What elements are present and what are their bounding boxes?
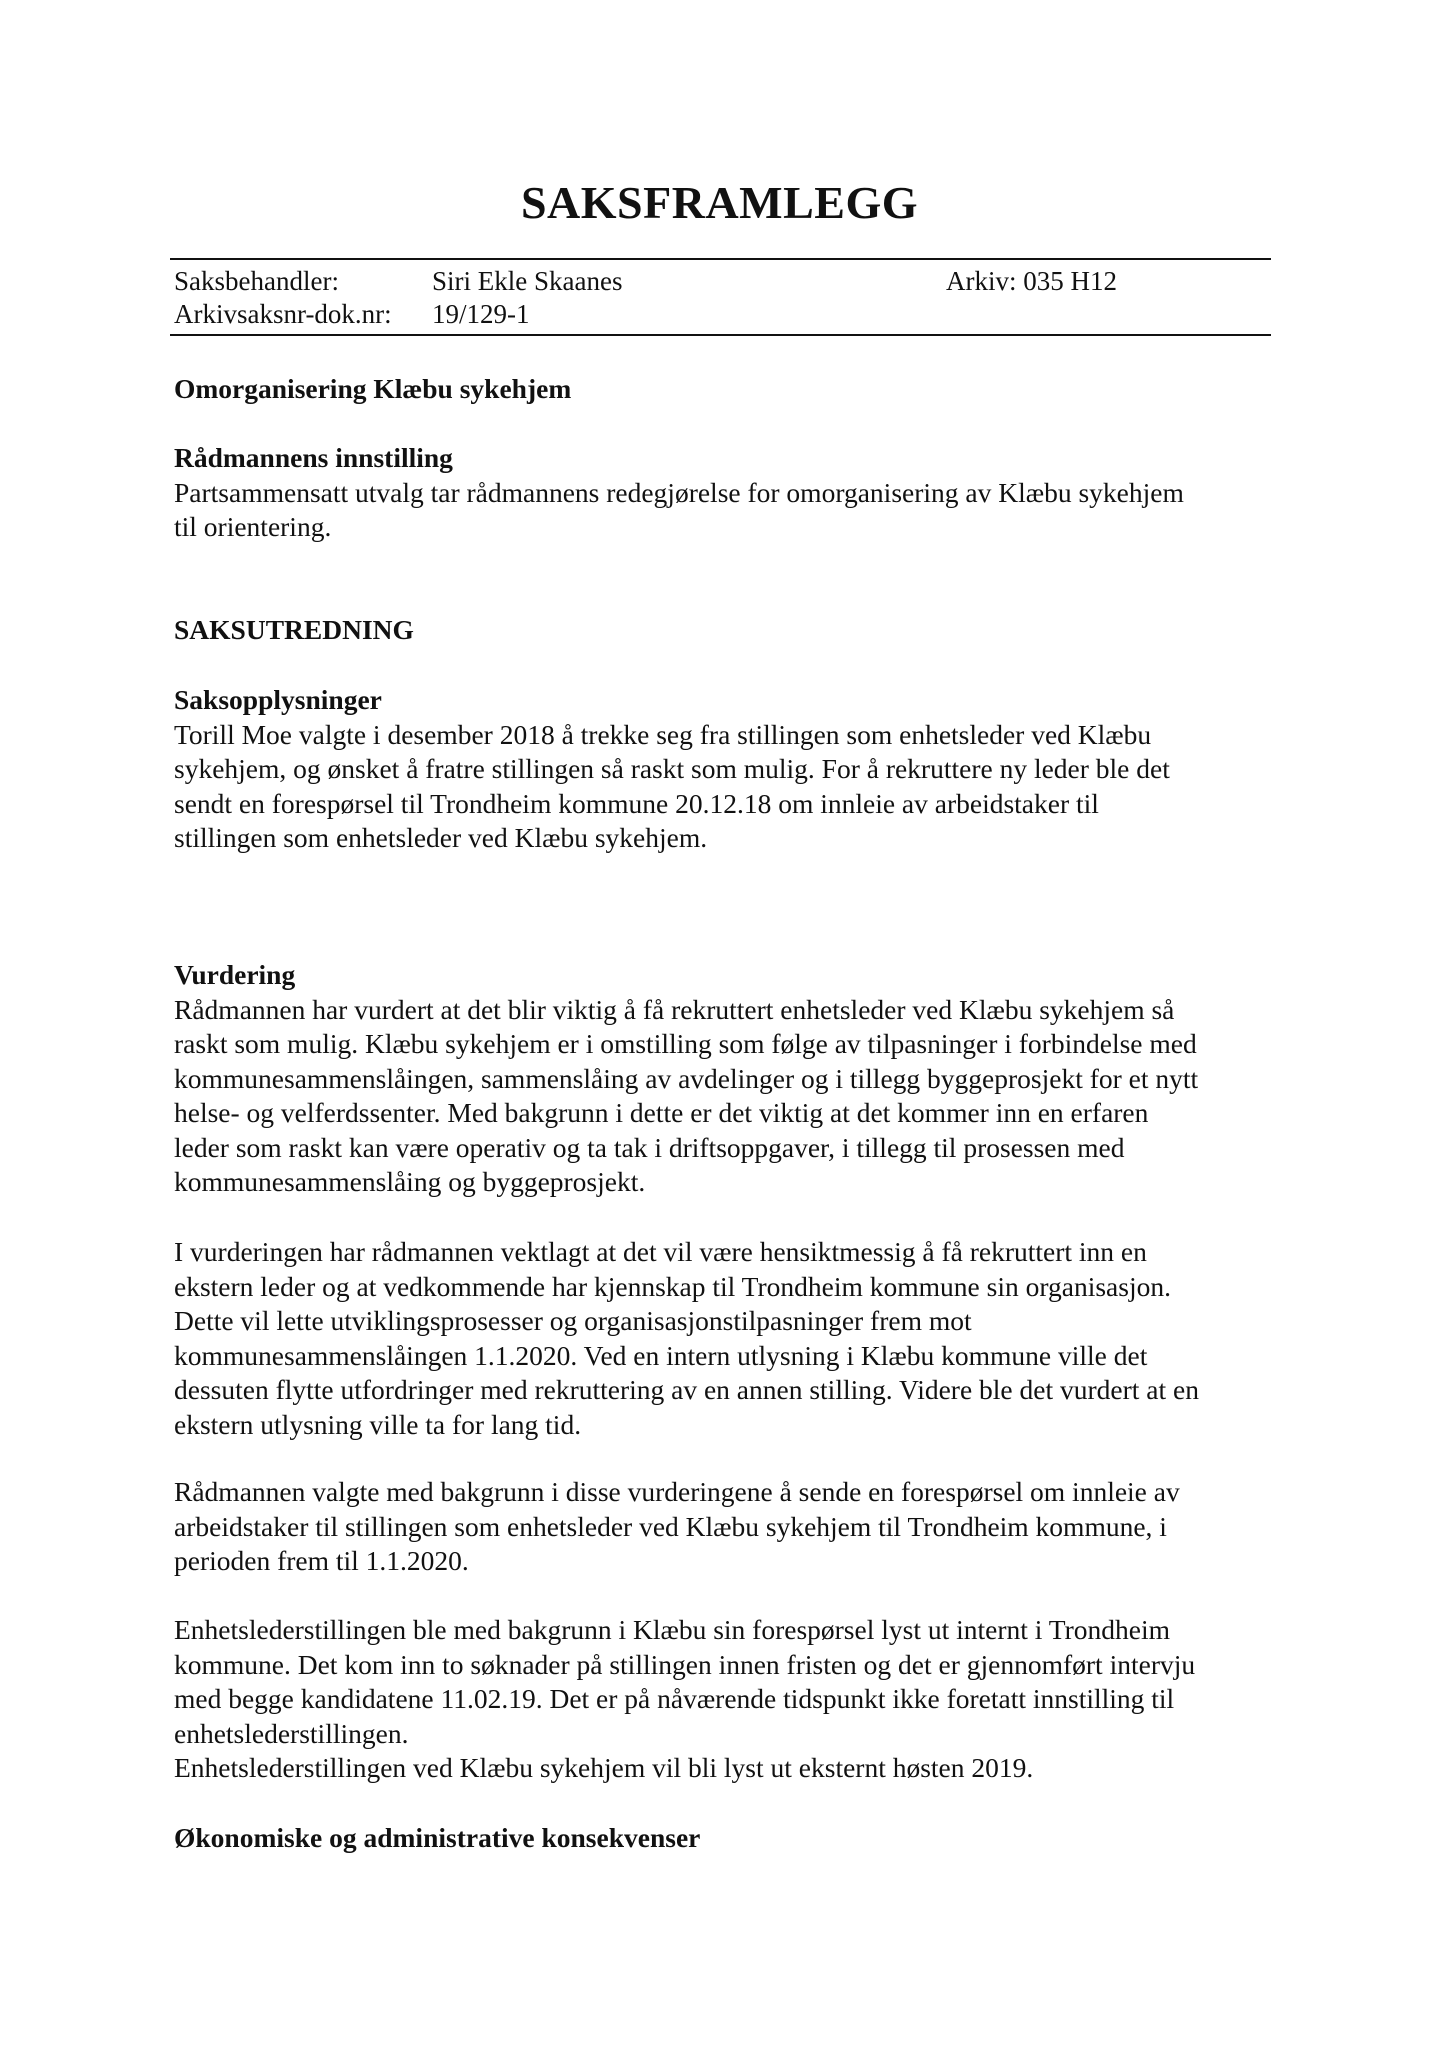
text-line: I vurderingen har rådmannen vektlagt at det vil være hensiktmessig å få rekruttert inn en xyxy=(174,1236,1147,1267)
innstilling-section xyxy=(174,441,1274,545)
saksbehandler-label: Saksbehandler: xyxy=(174,266,339,296)
case-metadata xyxy=(170,258,1271,336)
case-title: Omorganisering Klæbu sykehjem xyxy=(174,373,572,404)
text-line: med begge kandidatene 11.02.19. Det er på nåværende tidspunkt ikke foretatt innstilling til xyxy=(174,1683,1175,1714)
text-line: Torill Moe valgte i desember 2018 å trekke seg fra stillingen som enhetsleder ved Klæbu xyxy=(174,718,1152,750)
text-line: stillingen som enhetsleder ved Klæbu sykehjem. xyxy=(174,822,708,853)
arkiv-code: Arkiv: 035 H12 xyxy=(946,266,1117,296)
arkivsaksnr-label: Arkivsaksnr-dok.nr: xyxy=(174,299,392,329)
text-line: enhetslederstillingen. xyxy=(174,1717,409,1749)
saksopplysninger-section xyxy=(174,683,1274,856)
saksutredning-block xyxy=(174,613,1274,648)
vurdering-paragraph-3 xyxy=(174,1475,1274,1579)
konsekvenser-heading: Økonomiske og administrative konsekvenser xyxy=(174,1822,701,1853)
text-line: helse- og velferdssenter. Med bakgrunn i dette er det viktig at det kommer inn en erfaren xyxy=(174,1097,1149,1128)
text-line: Enhetslederstillingen ble med bakgrunn i Klæbu sin forespørsel lyst ut internt i Trondheim xyxy=(174,1614,1171,1645)
text-line: Rådmannen valgte med bakgrunn i disse vurderingene å sende en forespørsel om innleie av xyxy=(174,1476,1180,1507)
arkivsaksnr-value: 19/129-1 xyxy=(432,299,530,329)
saksopplysninger-heading: Saksopplysninger xyxy=(174,684,382,715)
text-line: Partsammensatt utvalg tar rådmannens redegjørelse for omorganisering av Klæbu sykehjem xyxy=(174,476,1184,508)
text-line: Enhetslederstillingen ved Klæbu sykehjem vil bli lyst ut eksternt høsten 2019. xyxy=(174,1752,1034,1783)
vurdering-heading: Vurdering xyxy=(174,959,296,990)
text-line: Dette vil lette utviklingsprosesser og organisasjonstilpasninger frem mot xyxy=(174,1305,972,1336)
innstilling-heading: Rådmannens innstilling xyxy=(174,442,453,473)
text-line: kommunesammenslåingen 1.1.2020. Ved en intern utlysning i Klæbu kommune ville det xyxy=(174,1339,1148,1371)
text-line: ekstern leder og at vedkommende har kjennskap til Trondheim kommune sin organisasjon. xyxy=(174,1270,1171,1302)
document-title: SAKSFRAMLEGG xyxy=(520,177,919,228)
text-line: leder som raskt kan være operativ og ta tak i driftsoppgaver, i tillegg til prosessen med xyxy=(174,1131,1125,1163)
konsekvenser-block xyxy=(174,1821,1274,1856)
saksutredning-heading: SAKSUTREDNING xyxy=(174,614,414,645)
text-line: kommune. Det kom inn to søknader på stillingen innen fristen og det er gjennomført intervju xyxy=(174,1648,1196,1680)
text-line: arbeidstaker til stillingen som enhetsleder ved Klæbu sykehjem til Trondheim kommune, i xyxy=(174,1510,1167,1542)
text-line: Rådmannen har vurdert at det blir viktig å få rekruttert enhetsleder ved Klæbu sykehjem så xyxy=(174,993,1175,1025)
text-line: til orientering. xyxy=(174,511,332,542)
case-title-block xyxy=(174,372,1274,407)
text-line: sykehjem, og ønsket å fratre stillingen så raskt som mulig. For å rekruttere ny leder ble det xyxy=(174,753,1170,784)
vurdering-section xyxy=(174,958,1274,1200)
vurdering-paragraph-4 xyxy=(174,1613,1274,1786)
saksbehandler-value: Siri Ekle Skaanes xyxy=(432,266,623,296)
text-line: sendt en forespørsel til Trondheim kommune 20.12.18 om innleie av arbeidstaker til xyxy=(174,787,1099,819)
text-line: kommunesammenslåing og byggeprosjekt. xyxy=(174,1166,646,1197)
text-line: dessuten flytte utfordringer med rekruttering av en annen stilling. Videre ble det vurdert at en xyxy=(174,1374,1199,1405)
text-line: ekstern utlysning ville ta for lang tid. xyxy=(174,1408,582,1440)
text-line: perioden frem til 1.1.2020. xyxy=(174,1545,469,1576)
vurdering-paragraph-2 xyxy=(174,1235,1274,1442)
text-line: kommunesammenslåingen, sammenslåing av avdelinger og i tillegg byggeprosjekt for et nytt xyxy=(174,1062,1199,1094)
text-line: raskt som mulig. Klæbu sykehjem er i omstilling som følge av tilpasninger i forbindelse med xyxy=(174,1028,1197,1059)
